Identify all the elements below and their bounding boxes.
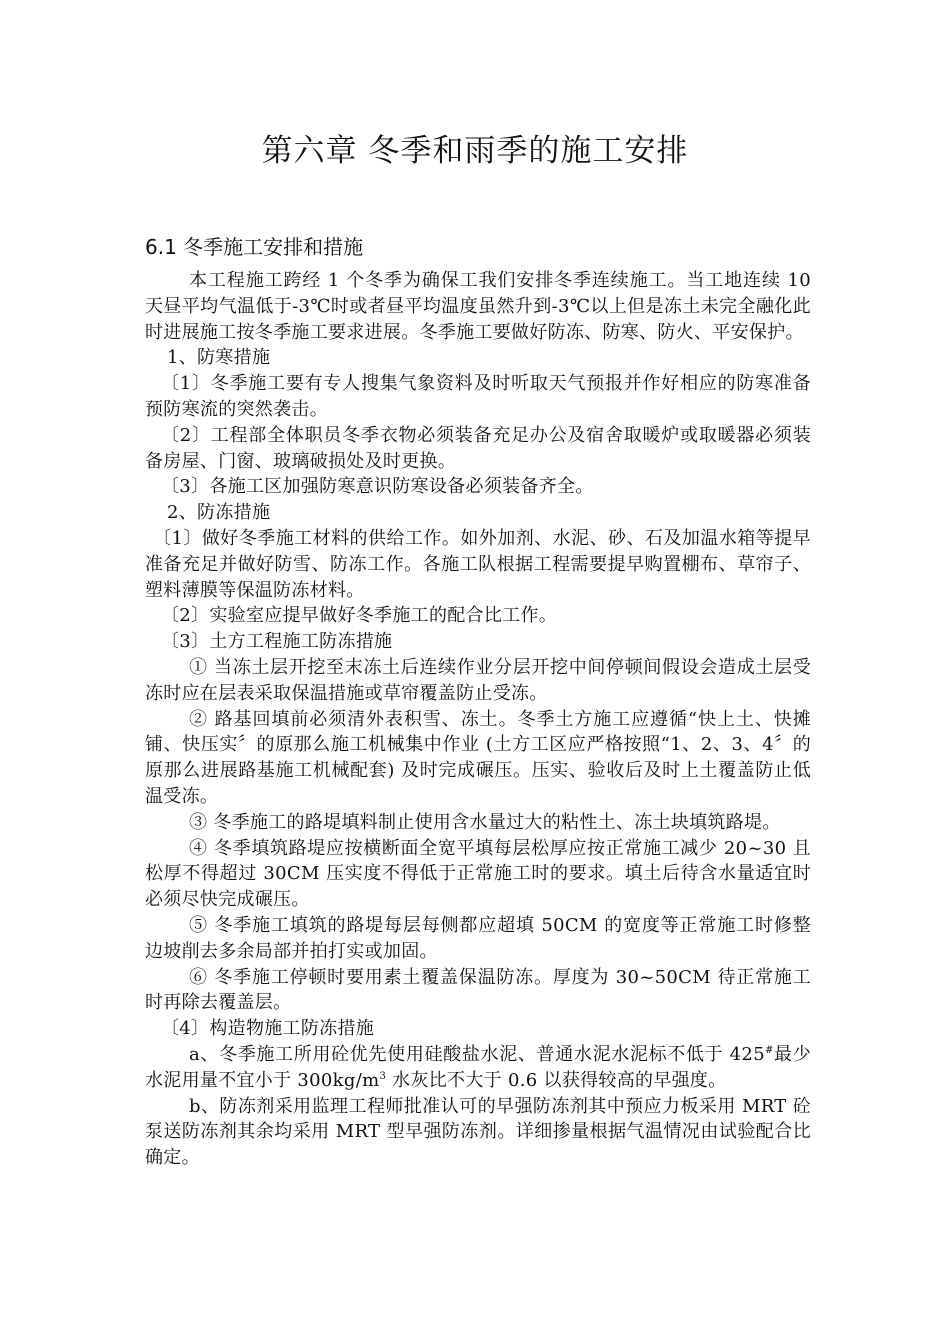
frost-item-2: 〔2〕实验室应提早做好冬季施工的配合比工作。 [161,605,558,627]
chapter-title: 第六章 冬季和雨季的施工安排 [261,133,689,169]
cold-item-1: 〔1〕冬季施工要有专人搜集气象资料及时听取天气预报并作好相应的防寒准备预防寒流的突然袭击。 [145,373,811,420]
structure-item-a-text-3: 水灰比不大于 0.6 以获得较高的早强度。 [386,1069,727,1091]
structure-item-a-text-1: a、冬季施工所用砼优先使用硅酸盐水泥、普通水泥水泥标不低于 425 [189,1043,765,1065]
cement-grade-mark: # [764,1044,774,1056]
cold-item-3: 〔3〕各施工区加强防寒意识防寒设备必须装备齐全。 [161,476,594,498]
structure-item-b: b、防冻剂采用监理工程师批准认可的早强防冻剂其中预应力板采用 MRT 砼泵送防冻剂其余均采用 MRT 型早强防冻剂。详细掺量根据气温情况由试验配合比确定。 [145,1095,811,1169]
earthwork-item-3: ③ 冬季施工的路堤填料制止使用含水量过大的粘性土、冻土块填筑路堤。 [189,811,781,833]
intro-paragraph: 本工程施工跨经 1 个冬季为确保工我们安排冬季连续施工。当工地连续 10 天昼平均气温低于-3℃时或者昼平均温度虽然升到-3℃以上但是冻土未完全融化此时进展施工按冬季施工要求进展。冬季施工要做好防冻、防寒、防火、平安保护。 [145,270,811,343]
earthwork-item-1: ① 当冻土层开挖至末冻土后连续作业分层开挖中间停顿间假设会造成土层受冻时应在层表采取保温措施或草帘覆盖防止受冻。 [145,656,811,704]
frost-item-4: 〔4〕构造物施工防冻措施 [161,1018,375,1040]
cubic-superscript: 3 [379,1070,387,1082]
section-title: 6.1 冬季施工安排和措施 [145,235,364,259]
heading-cold-measures: 1、防寒措施 [167,347,271,369]
earthwork-item-4: ④ 冬季填筑路堤应按横断面全宽平填每层松厚应按正常施工减少 20~30 且松厚不得超过 30CM 压实度不得低于正常施工时的要求。填土后待含水量适宜时必须尽快完成碾压。 [145,837,811,911]
body-text [145,268,811,1171]
frost-item-3: 〔3〕土方工程施工防冻措施 [161,631,393,653]
earthwork-item-5: ⑤ 冬季施工填筑的路堤每层每侧都应超填 50CM 的宽度等正常施工时修整边坡削去多余局部并拍打实或加固。 [145,914,811,962]
cold-item-2: 〔2〕工程部全体职员冬季衣物必须装备充足办公及宿舍取暖炉或取暖器必须装备房屋、门窗、玻璃破损处及时更换。 [145,424,811,472]
earthwork-item-2: ② 路基回填前必须清外表积雪、冻土。冬季土方施工应遵循“快上土、快摊铺、快压实〞的原那么施工机械集中作业 (土方工区应严格按照“1、2、3、4〞的原那么进展路基施工机械配套) 及时完成碾压。压实、验收后及时上土覆盖防止低温受冻。 [145,708,811,807]
structure-item-a [145,1042,811,1094]
structure-item-a-text-2: 最少水泥用量不宜小于 300kg/m [145,1043,811,1091]
heading-frost-measures: 2、防冻措施 [167,502,271,524]
frost-item-1: 〔1〕做好冬季施工材料的供给工作。如外加剂、水泥、砂、石及加温水箱等提早准备充足并做好防雪、防冻工作。各施工队根据工程需要提早购置棚布、草帘子、塑料薄膜等保温防冻材料。 [145,527,811,601]
earthwork-item-6: ⑥ 冬季施工停顿时要用素土覆盖保温防冻。厚度为 30~50CM 待正常施工时再除去覆盖层。 [145,966,811,1014]
